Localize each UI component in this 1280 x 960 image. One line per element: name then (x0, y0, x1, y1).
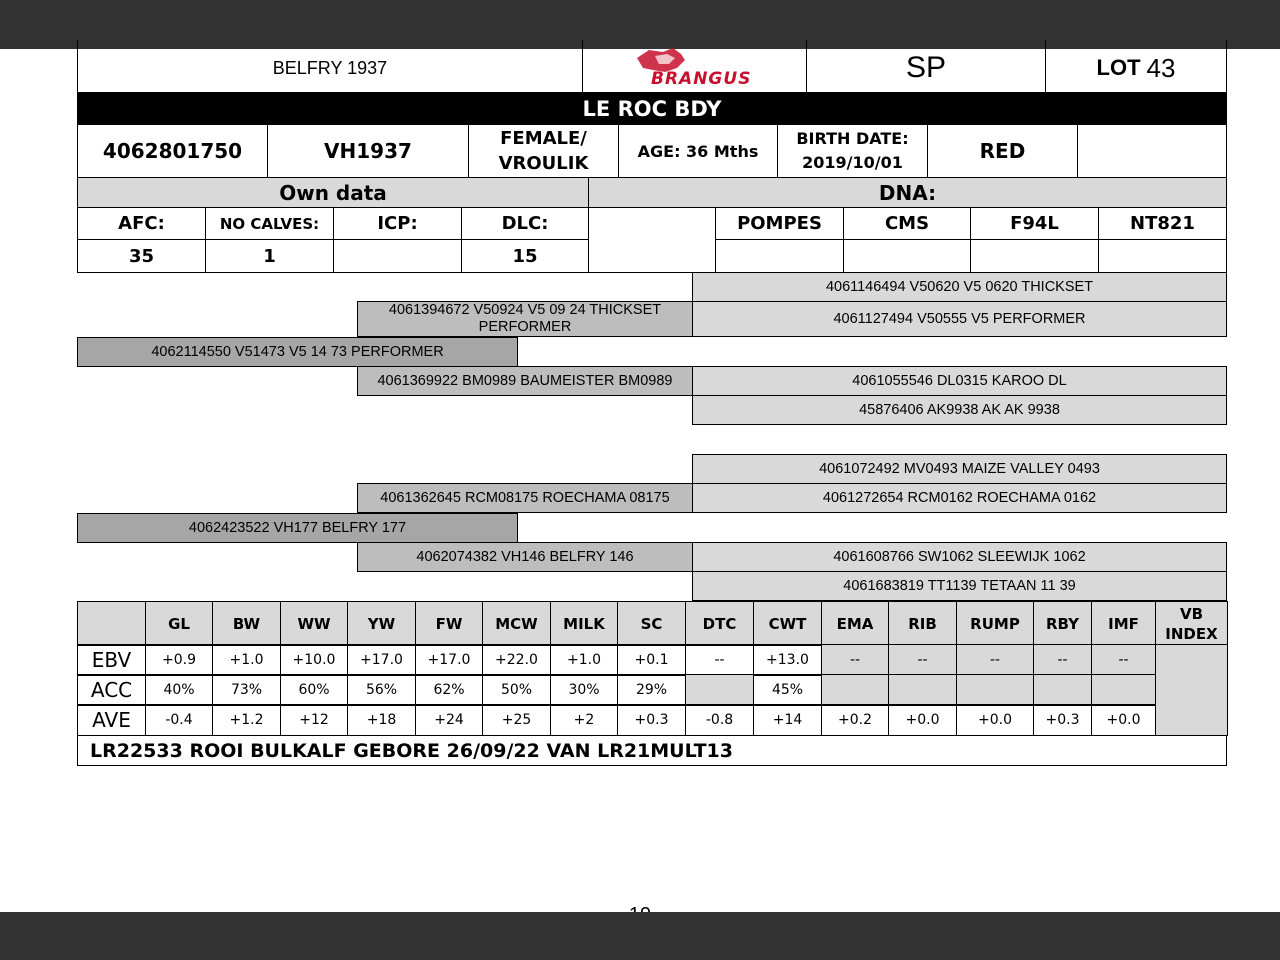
bottom-dark-bar (0, 912, 1280, 960)
ebv-header-cell: FW (415, 601, 483, 646)
sex-line2: VROULIK (498, 153, 589, 174)
dna-title (588, 177, 1227, 208)
ebv-header-cell: GL (145, 601, 213, 646)
ebv-header-cell: RUMP (956, 601, 1034, 646)
dna-title-text: DNA: (878, 180, 937, 205)
ebv-value-cell: +14 (753, 704, 822, 736)
ebv-header-cell: CWT (753, 601, 822, 646)
pedigree-sss-text: 4061146494 V50620 V5 0620 THICKSET (825, 279, 1094, 295)
ebv-header-cell: RBY (1033, 601, 1092, 646)
lot-number: 43 (1146, 52, 1176, 83)
ebv-row-label: AVE (77, 704, 146, 736)
animal-sex (468, 124, 619, 178)
pedigree-sire-dam-dam (692, 395, 1227, 425)
ebv-value-cell: 40% (145, 674, 213, 706)
pedigree-sire-dam (357, 366, 693, 396)
ebv-value-cell: 29% (617, 674, 686, 706)
ebv-header-cell: MCW (482, 601, 551, 646)
ebv-value-cell (685, 674, 754, 706)
ebv-value-cell: +1.2 (212, 704, 281, 736)
ebv-value-cell: -- (1091, 644, 1156, 676)
ebv-value-cell: 56% (347, 674, 416, 706)
f94l-header (970, 207, 1099, 240)
pedigree-dam-sire (357, 483, 693, 513)
pedigree-dss-text: 4061072492 MV0493 MAIZE VALLEY 0493 (819, 461, 1100, 477)
pedigree-dam-dam-dam (692, 571, 1227, 601)
pedigree-ss-text: 4061394672 V50924 V5 09 24 THICKSET PERFORMER (388, 302, 662, 335)
ebv-value-cell: 50% (482, 674, 551, 706)
ebv-corner-cell (77, 601, 146, 646)
f94l-value (970, 239, 1099, 273)
animal-name: LE ROC BDY (582, 96, 722, 121)
sex-line1: FEMALE/ (500, 128, 587, 149)
pedigree-sire-dam-sire (692, 366, 1227, 396)
animal-code (267, 124, 469, 178)
logo-wordmark: BRANGUS (650, 69, 751, 89)
ebv-header-cell: MILK (550, 601, 618, 646)
ebv-row-label: EBV (77, 644, 146, 676)
ebv-value-cell: +0.0 (956, 704, 1034, 736)
afc-value-text: 35 (128, 245, 155, 267)
belfry-text: BELFRY 1937 (272, 57, 388, 78)
page-number (620, 902, 660, 912)
brangus-logo (582, 40, 807, 93)
ebv-row-label: ACC (77, 674, 146, 706)
ebv-header-cell: YW (347, 601, 416, 646)
ebv-value-cell: -- (956, 644, 1034, 676)
ebv-value-cell: -- (685, 644, 754, 676)
f94l-header-text: F94L (1010, 213, 1059, 234)
ebv-value-cell (888, 674, 957, 706)
pompes-value (715, 239, 844, 273)
pedigree-dam (77, 513, 518, 543)
ebv-value-cell: +25 (482, 704, 551, 736)
pedigree-sire-text: 4062114550 V51473 V5 14 73 PERFORMER (151, 344, 444, 360)
afc-header (77, 207, 206, 240)
ebv-value-cell: -- (821, 644, 889, 676)
own-data-title (77, 177, 589, 208)
icp-header (333, 207, 462, 240)
ebv-value-cell: +1.0 (212, 644, 281, 676)
ebv-value-cell: +0.0 (888, 704, 957, 736)
no-calves-value (205, 239, 334, 273)
ebv-value-cell: +24 (415, 704, 483, 736)
ebv-value-cell: +0.3 (617, 704, 686, 736)
pedigree-sdd-text: 45876406 AK9938 AK AK 9938 (859, 402, 1060, 418)
icp-header-text: ICP: (377, 213, 418, 234)
pedigree-dds-text: 4061608766 SW1062 SLEEWIJK 1062 (833, 549, 1086, 565)
ebv-value-cell: 60% (280, 674, 348, 706)
pedigree-dam-dam (357, 542, 693, 572)
ebv-header-cell: DTC (685, 601, 754, 646)
cms-value (843, 239, 971, 273)
vb-index-header (1155, 601, 1228, 646)
pedigree-ssd-text: 4061127494 V50555 V5 PERFORMER (833, 311, 1086, 327)
ebv-value-cell: +0.3 (1033, 704, 1092, 736)
pedigree-sire-sire-sire (692, 272, 1227, 302)
ebv-value-cell: -- (1033, 644, 1092, 676)
footer-note-text: LR22533 ROOI BULKALF GEBORE 26/09/22 VAN LR21MULT13 (90, 739, 733, 762)
ebv-value-cell: +2 (550, 704, 618, 736)
nt821-header (1098, 207, 1227, 240)
ebv-value-cell: +17.0 (415, 644, 483, 676)
afc-header-text: AFC: (118, 213, 165, 234)
vb-index-value (1155, 644, 1228, 736)
ebv-value-cell: -0.4 (145, 704, 213, 736)
ebv-value-cell: +1.0 (550, 644, 618, 676)
icp-value (333, 239, 462, 273)
own-data-title-text: Own data (279, 180, 387, 205)
ebv-value-cell (1091, 674, 1156, 706)
vb-index-line1: VB (1179, 604, 1204, 623)
pompes-header (715, 207, 844, 240)
ebv-value-cell: +18 (347, 704, 416, 736)
pedigree-sire-sire-dam (692, 301, 1227, 337)
pedigree-dam-dam-sire (692, 542, 1227, 572)
cms-header (843, 207, 971, 240)
ebv-header-cell: BW (212, 601, 281, 646)
ebv-header-cell: SC (617, 601, 686, 646)
ebv-value-cell: +22.0 (482, 644, 551, 676)
nt821-value (1098, 239, 1227, 273)
ebv-header-cell: EMA (821, 601, 889, 646)
ebv-header-cell: IMF (1091, 601, 1156, 646)
ebv-value-cell: +0.2 (821, 704, 889, 736)
nt821-header-text: NT821 (1130, 213, 1195, 234)
animal-name-bar (77, 92, 1227, 125)
dlc-value-text: 15 (512, 245, 538, 267)
ebv-value-cell: -- (888, 644, 957, 676)
pedigree-sds-text: 4061055546 DL0315 KAROO DL (852, 373, 1067, 389)
birth-date-cell (777, 124, 928, 178)
ebv-value-cell: 45% (753, 674, 822, 706)
pedigree-dam-sire-sire (692, 454, 1227, 484)
birth-date-value: 2019/10/01 (802, 153, 903, 172)
pedigree-ddd-text: 4061683819 TT1139 TETAAN 11 39 (843, 578, 1076, 594)
bull-logo-icon (615, 46, 775, 89)
pedigree-dam-sire-dam (692, 483, 1227, 513)
pedigree-sd-text: 4061369922 BM0989 BAUMEISTER BM0989 (377, 373, 673, 389)
ebv-value-cell: +0.1 (617, 644, 686, 676)
sp-text: SP (905, 51, 947, 84)
no-calves-value-text: 1 (263, 245, 276, 267)
pompes-header-text: POMPES (737, 213, 822, 234)
no-calves-header-text: NO CALVES: (219, 214, 320, 233)
animal-age (618, 124, 778, 178)
pedigree-sire (77, 337, 518, 367)
pedigree-dd-text: 4062074382 VH146 BELFRY 146 (416, 549, 634, 565)
ebv-value-cell: +10.0 (280, 644, 348, 676)
animal-color (927, 124, 1078, 178)
ebv-value-cell: 73% (212, 674, 281, 706)
lot-header (1045, 40, 1227, 93)
birth-date-label: BIRTH DATE: (796, 129, 909, 148)
ebv-value-cell: +13.0 (753, 644, 822, 676)
afc-value (77, 239, 206, 273)
pedigree-dsd-text: 4061272654 RCM0162 ROECHAMA 0162 (822, 490, 1097, 506)
ebv-value-cell (821, 674, 889, 706)
ebv-value-cell: +0.9 (145, 644, 213, 676)
animal-id-text: 4062801750 (102, 139, 243, 163)
dna-empty-cell (588, 207, 716, 273)
ebv-value-cell: +17.0 (347, 644, 416, 676)
pedigree-ds-text: 4061362645 RCM08175 ROECHAMA 08175 (380, 490, 670, 506)
pedigree-dam-text: 4062423522 VH177 BELFRY 177 (188, 520, 407, 536)
ebv-value-cell: +0.0 (1091, 704, 1156, 736)
belfry-header (77, 40, 583, 93)
dlc-header-text: DLC: (501, 213, 549, 234)
footer-note (77, 735, 1227, 766)
ebv-header-cell: WW (280, 601, 348, 646)
no-calves-header (205, 207, 334, 240)
animal-color-text: RED (979, 139, 1026, 163)
ebv-value-cell (1033, 674, 1092, 706)
ebv-value-cell: +12 (280, 704, 348, 736)
lot-label: LOT (1096, 55, 1141, 80)
vb-index-line2: INDEX (1165, 624, 1218, 643)
dlc-header (461, 207, 589, 240)
animal-code-text: VH1937 (324, 139, 412, 163)
ebv-value-cell: 62% (415, 674, 483, 706)
animal-id (77, 124, 268, 178)
ebv-value-cell: 30% (550, 674, 618, 706)
ebv-header-cell: RIB (888, 601, 957, 646)
dlc-value (461, 239, 589, 273)
animal-age-text: AGE: 36 Mths (637, 141, 759, 161)
cms-header-text: CMS (884, 213, 930, 234)
sp-header (806, 40, 1046, 93)
ebv-value-cell: -0.8 (685, 704, 754, 736)
ebv-value-cell (956, 674, 1034, 706)
pedigree-sire-sire (357, 301, 693, 337)
empty-id-cell (1077, 124, 1227, 178)
